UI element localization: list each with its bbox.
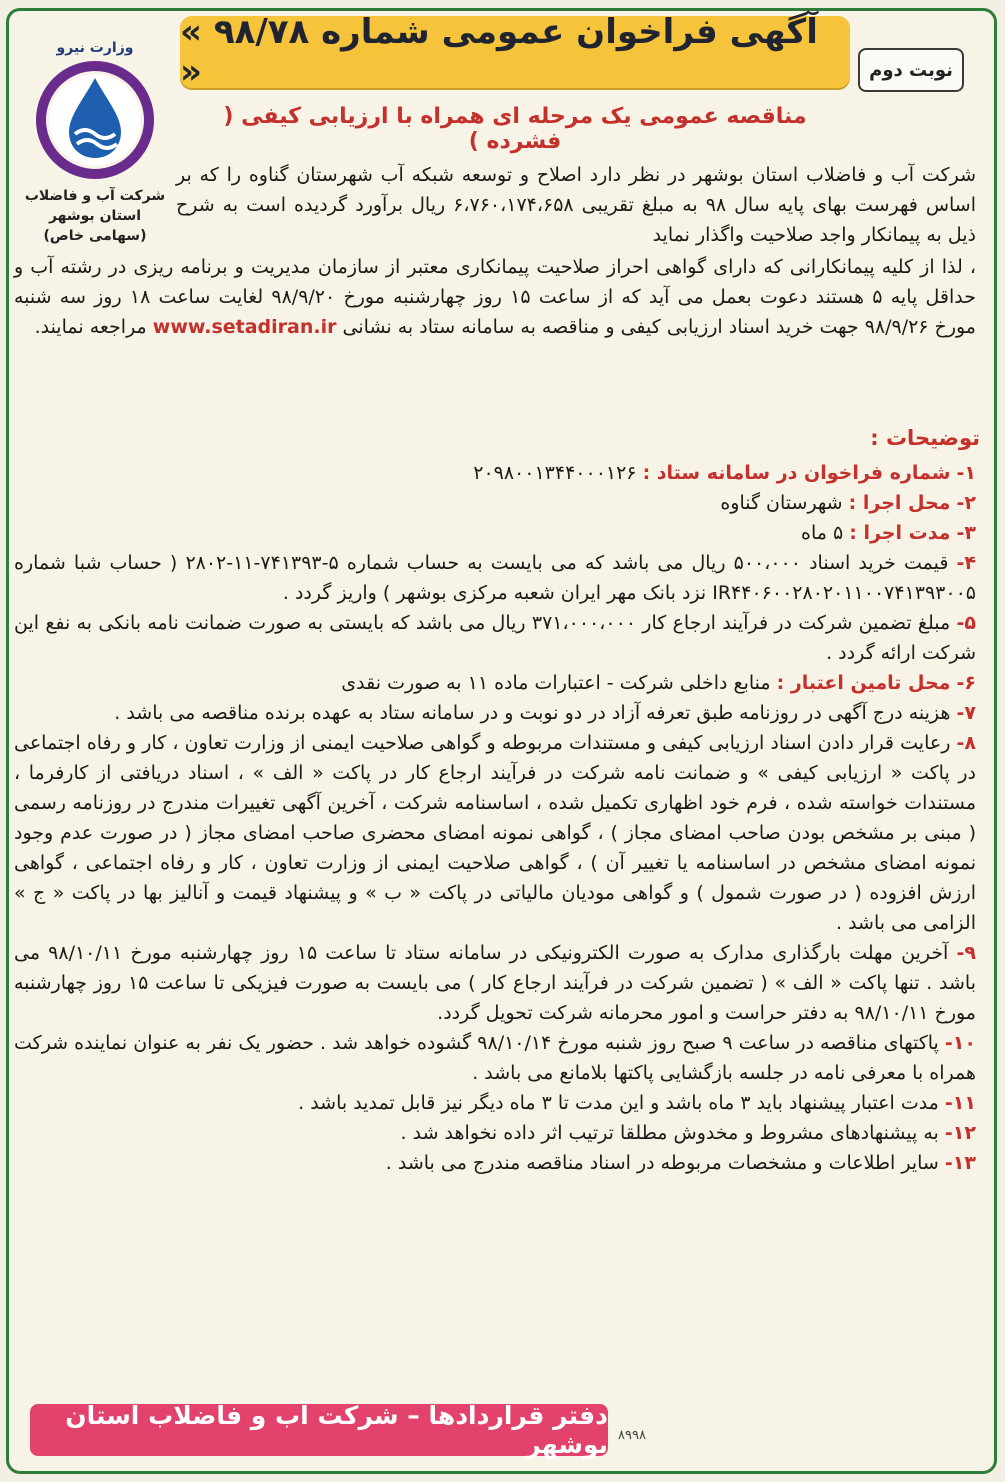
list-item: ۱- شماره فراخوان در سامانه ستاد : ۲۰۹۸۰۰۱۳۴۴۰۰۰۱۲۶: [473, 462, 976, 484]
footer-banner: دفتر قراردادها – شرکت آب و فاضلاب استان بوشهر: [30, 1404, 608, 1456]
list-item: ۳- مدت اجرا : ۵ ماه: [801, 522, 976, 544]
footer-code: ۸۹۹۸: [618, 1428, 646, 1443]
list-item: ۷- هزینه درج آگهی در روزنامه طبق تعرفه آزاد در دو نوبت و در سامانه ستاد به عهده برنده مناقصه می باشد .: [114, 702, 976, 724]
intro-paragraph: شرکت آب و فاضلاب استان بوشهر در نظر دارد اصلاح و توسعه شبکه آب شهرستان گناوه را که بر اساس فهرست بهای پایه سال ۹۸ به مبلغ تقریبی ۶،۷۶۰،۱۷۴،۶۵۸ ریال برآورد گردیده است به شرح ذیل به پیمانکار واجد صلاحیت واگذار نماید: [176, 164, 976, 246]
list-item: ۱۲- به پیشنهادهای مشروط و مخدوش مطلقا ترتیب اثر داده نخواهد شد .: [400, 1122, 976, 1144]
list-item: ۴- قیمت خرید اسناد ۵۰۰،۰۰۰ ریال می باشد که می بایست به حساب شماره ۵-۷۴۱۳۹۳-۱۱-۲۸۰۲ ( حساب شبا شماره IR۴۴۰۶۰۰۲۸۰۲۰۱۱۰۰۷۴۱۳۹۳۰۰۵ نزد بانک مهر ایران شعبه مرکزی بوشهر ) واریز گردد .: [14, 552, 977, 604]
list-item: ۲- محل اجرا : شهرستان گناوه: [720, 492, 976, 514]
tender-subtitle: مناقصه عمومی یک مرحله ای همراه با ارزیابی کیفی ( فشرده ): [223, 104, 807, 154]
list-item: ۱۳- سایر اطلاعات و مشخصات مربوطه در اسناد مناقصه مندرج می باشد .: [385, 1152, 976, 1174]
water-drop-logo-icon: [35, 60, 155, 180]
company-name: شرکت آب و فاضلاب استان بوشهر (سهامی خاص): [24, 188, 166, 244]
notes-heading: توضیحات :: [870, 426, 980, 450]
list-item: ۱۰- پاکتهای مناقصه در ساعت ۹ صبح روز شنبه مورخ ۹۸/۱۰/۱۴ گشوده خواهد شد . حضور یک نفر به عنوان نماینده شرکت همراه با معرفی نامه در جلسه بازگشایی پاکتها بلامانع می باشد .: [14, 1032, 976, 1084]
list-item: ۹- آخرین مهلت بارگذاری مدارک به صورت الکترونیکی در سامانه ستاد تا ساعت ۱۵ روز چهارشنبه مورخ ۹۸/۱۰/۱۱ می باشد . تنها پاکت « الف » ( تضمین شرکت در فرآیند ارجاع کار ) می بایست به صورت فیزیکی تا ساعت ۱۵ روز چهارشنبه مورخ ۹۸/۱۰/۱۱ به دفتر حراست و امور محرمانه شرکت تحویل گردد.: [14, 942, 976, 1024]
round-badge: نوبت دوم: [858, 48, 964, 92]
intro-paragraph-continued: ، لذا از کلیه پیمانکارانی که دارای گواهی احراز صلاحیت پیمانکاری معتبر از سازمان مدیریت و برنامه ریزی در رشته آب و حداقل پایه ۵ هستند دعوت بعمل می آید که از ساعت ۱۵ روز چهارشنبه مورخ ۹۸/۹/۲۰ لغایت ساعت ۱۸ روز سه شنبه مورخ ۹۸/۹/۲۶ جهت خرید اسناد ارزیابی کیفی و مناقصه به سامانه ستاد به نشانی www.setadiran.ir مراجعه نمایند.: [14, 256, 976, 338]
list-item: ۵- مبلغ تضمین شرکت در فرآیند ارجاع کار ۳۷۱،۰۰۰،۰۰۰ ریال می باشد که بایستی به صورت ضمانت نامه بانکی به نفع این شرکت ارائه گردد .: [14, 612, 976, 664]
ministry-name: وزارت نیرو: [56, 40, 134, 56]
notes-list: [14, 458, 976, 1178]
notice-title: « آگهی فراخوان عمومی شماره ۹۸/۷۸ »: [180, 16, 850, 88]
list-item: ۶- محل تامین اعتبار : منابع داخلی شرکت - اعتبارات ماده ۱۱ به صورت نقدی: [341, 672, 976, 694]
company-logo: [20, 36, 170, 286]
list-item: ۱۱- مدت اعتبار پیشنهاد باید ۳ ماه باشد و این مدت تا ۳ ماه دیگر نیز قابل تمدید باشد .: [298, 1092, 976, 1114]
setad-link[interactable]: www.setadiran.ir: [152, 316, 337, 338]
list-item: ۸- رعایت قرار دادن اسناد ارزیابی کیفی و مستندات مربوطه و گواهی صلاحیت ایمنی از وزارت تعاون ، کار و رفاه اجتماعی در پاکت « ارزیابی کیفی » و ضمانت نامه شرکت در فرآیند ارجاع کار در پاکت « الف » ، اسناد دریافتی از کارفرما ، مستندات خواسته شده ، فرم خود اظهاری تکمیل شده ، اساسنامه شرکت ، آخرین آگهی تغییرات مندرج در روزنامه رسمی ( مبنی بر مشخص بودن صاحب امضای مجاز ) ، گواهی نمونه امضای محضری صاحب امضای مجاز ( در صورت عدم وجود نمونه امضای مشخص در اساسنامه یا تغییر آن ) ، گواهی صلاحیت ایمنی از وزارت تعاون ، کار و رفاه اجتماعی ، گواهی ارزش افزوده ( در صورت شمول ) و گواهی مودیان مالیاتی در پاکت « ب » و پیشنهاد قیمت و آنالیز بها در پاکت « ج » الزامی می باشد .: [14, 732, 976, 934]
